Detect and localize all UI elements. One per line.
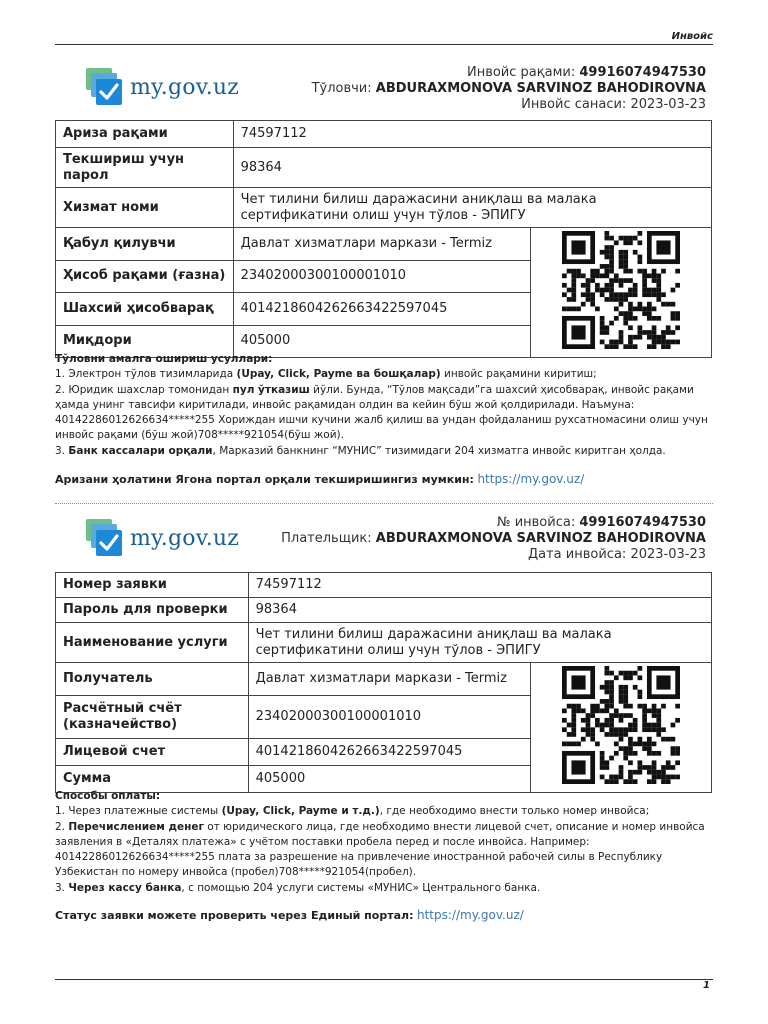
row-label: Ариза рақами — [56, 121, 234, 148]
row-value: 405000 — [248, 765, 531, 792]
row-label: Миқдори — [56, 325, 234, 358]
method-text: 2. — [55, 820, 69, 833]
row-label: Пароль для проверки — [56, 598, 249, 623]
method-emphasis: пул ўтказиш — [232, 383, 310, 396]
method-text: инвойс рақамини киритиш; — [440, 368, 597, 381]
row-value: Давлат хизматлари маркази - Termiz — [233, 228, 531, 261]
invoice-no-label: № инвойса: — [497, 515, 576, 530]
row-label: Расчётный счёт (казначейство) — [56, 695, 249, 738]
table-row — [56, 188, 712, 228]
row-label: Қабул қилувчи — [56, 228, 234, 261]
table-row — [56, 663, 712, 696]
page-number: 1 — [703, 980, 710, 991]
invoice-date: 2023-03-23 — [630, 97, 706, 112]
payment-methods — [55, 789, 715, 896]
method-1 — [55, 804, 715, 819]
logo[interactable] — [86, 519, 239, 557]
logo-text: my.gov.uz — [130, 525, 240, 551]
cut-line-divider — [55, 503, 713, 504]
status-text: Аризани ҳолатини Ягона портал орқали текширишингиз мумкин — [55, 473, 470, 486]
row-value: 74597112 — [233, 121, 711, 148]
method-text: 1. Электрон тўлов тизимларида — [55, 368, 237, 381]
invoice-date: 2023-03-23 — [630, 547, 706, 562]
payer-name: ABDURAXMONOVA SARVINOZ BAHODIROVNA — [375, 81, 706, 96]
method-emphasis: (Upay, Click, Payme ва бошқалар) — [236, 368, 441, 381]
row-value: 23402000300100001010 — [233, 260, 531, 293]
invoice-date-label: Дата инвойса: — [527, 547, 627, 562]
row-value: 74597112 — [248, 573, 711, 598]
method-3 — [55, 444, 715, 459]
logo-text: my.gov.uz — [130, 74, 240, 100]
method-text: 2. Юридик шахслар томонидан — [55, 383, 233, 396]
table-row — [56, 623, 712, 663]
method-2 — [55, 383, 715, 444]
row-label: Хизмат номи — [56, 188, 234, 228]
payer-name: ABDURAXMONOVA SARVINOZ BAHODIROVNA — [375, 531, 706, 546]
row-value: Давлат хизматлари маркази - Termiz — [248, 663, 531, 696]
invoice-no: 49916074947530 — [579, 515, 706, 530]
method-text: 3. — [55, 881, 69, 894]
row-label: Текшириш учун парол — [56, 148, 234, 188]
status-line: Статус заявки можете проверить через Единый портал: https://my.gov.uz/ — [55, 908, 524, 922]
table-row — [56, 121, 712, 148]
row-label: Ҳисоб рақами (ғазна) — [56, 260, 234, 293]
row-value: Чет тилини билиш даражасини аниқлаш ва малака сертификатини олиш учун тўлов - ЭПИГУ — [248, 623, 711, 663]
row-value: 4014218604262663422597045 — [233, 293, 531, 326]
payment-methods — [55, 352, 715, 459]
method-text: от юридического лица, где необходимо внести лицевой счет, описание и номер инвойса заявления в «Деталях платежа» с учётом поставки пробела перед и после инвойса. Например: 40142286012626634*****255 плата за разрешение на привлечение иностранной рабочей силы в Республику Узбекистан по номеру инвойса (пробел)708*****921054(пробел). — [55, 820, 705, 879]
logo[interactable] — [86, 68, 239, 106]
table-row — [56, 228, 712, 261]
method-3 — [55, 881, 715, 896]
table-row — [56, 148, 712, 188]
invoice-no-label: Инвойс рақами: — [466, 65, 576, 80]
method-text: , где необходимо внести только номер инвойса; — [379, 805, 650, 818]
qr-code-icon — [559, 666, 683, 784]
method-1 — [55, 367, 715, 382]
invoice-table — [55, 572, 712, 793]
invoice-header — [281, 515, 706, 563]
checkmark-badge-icon — [86, 519, 124, 557]
method-text: йўли. Бунда, “Тўлов мақсади”га шахсий ҳисобварақ, инвойс рақами ҳамда унинг тавсифи киритилади, инвойс рақамидан олдин ва кейин бўш жой қолдирилади. Наъмуна: 40142286012626634*****255 Хориждан ишчи кучини жалб қилиш ва ундан фойдаланиш рухсатномасини олиш учун инвойс рақами (бўш жой)708*****921054(бўш жой). — [55, 383, 708, 442]
qr-cell — [531, 663, 712, 793]
method-text: 1. Через платежные системы — [55, 805, 222, 818]
method-text: , Марказий банкнинг “МУНИС” тизимидаги 204 хизматга инвойс киритган ҳолда. — [212, 444, 666, 457]
method-emphasis: Через кассу банка — [68, 881, 182, 894]
row-value: 405000 — [233, 325, 531, 358]
row-value: Чет тилини билиш даражасини аниқлаш ва малака сертификатини олиш учун тўлов - ЭПИГУ — [233, 188, 711, 228]
row-label: Получатель — [56, 663, 249, 696]
payer-label: Плательщик: — [281, 531, 372, 546]
row-value: 98364 — [248, 598, 711, 623]
method-text: , с помощью 204 услуги системы «МУНИС» Центрального банка. — [181, 881, 541, 894]
table-row — [56, 573, 712, 598]
invoice-no: 49916074947530 — [579, 65, 706, 80]
row-label: Сумма — [56, 765, 249, 792]
method-emphasis: Банк кассалари орқали — [68, 444, 213, 457]
method-emphasis: Перечислением денег — [68, 820, 204, 833]
row-label: Номер заявки — [56, 573, 249, 598]
invoice-header — [312, 65, 706, 113]
status-line: Аризани ҳолатини Ягона портал орқали текширишингиз мумкин: https://my.gov.uz/ — [55, 472, 585, 486]
status-text: Статус заявки можете проверить через Единый портал — [55, 909, 410, 922]
row-label: Наименование услуги — [56, 623, 249, 663]
footer-rule — [55, 979, 713, 980]
table-row — [56, 598, 712, 623]
qr-cell — [531, 228, 712, 358]
row-label: Лицевой счет — [56, 738, 249, 765]
method-emphasis: (Upay, Click, Payme и т.д.) — [221, 805, 380, 818]
row-value: 98364 — [233, 148, 711, 188]
portal-link[interactable]: https://my.gov.uz/ — [416, 908, 524, 922]
checkmark-badge-icon — [86, 68, 124, 106]
invoice-table — [55, 120, 712, 358]
qr-code-icon — [559, 231, 683, 349]
header-rule — [55, 44, 713, 45]
payer-label: Тўловчи: — [311, 81, 372, 96]
portal-link[interactable]: https://my.gov.uz/ — [477, 472, 585, 486]
methods-title: Тўловни амалга ошириш усуллари: — [55, 353, 273, 365]
method-2 — [55, 820, 715, 881]
row-label: Шахсий ҳисобварақ — [56, 293, 234, 326]
method-text: 3. — [55, 444, 69, 457]
invoice-date-label: Инвойс санаси: — [521, 97, 627, 112]
document-header-title: Инвойс — [671, 31, 713, 42]
row-value: 23402000300100001010 — [248, 695, 531, 738]
methods-title: Способы оплаты: — [55, 790, 161, 802]
row-value: 4014218604262663422597045 — [248, 738, 531, 765]
